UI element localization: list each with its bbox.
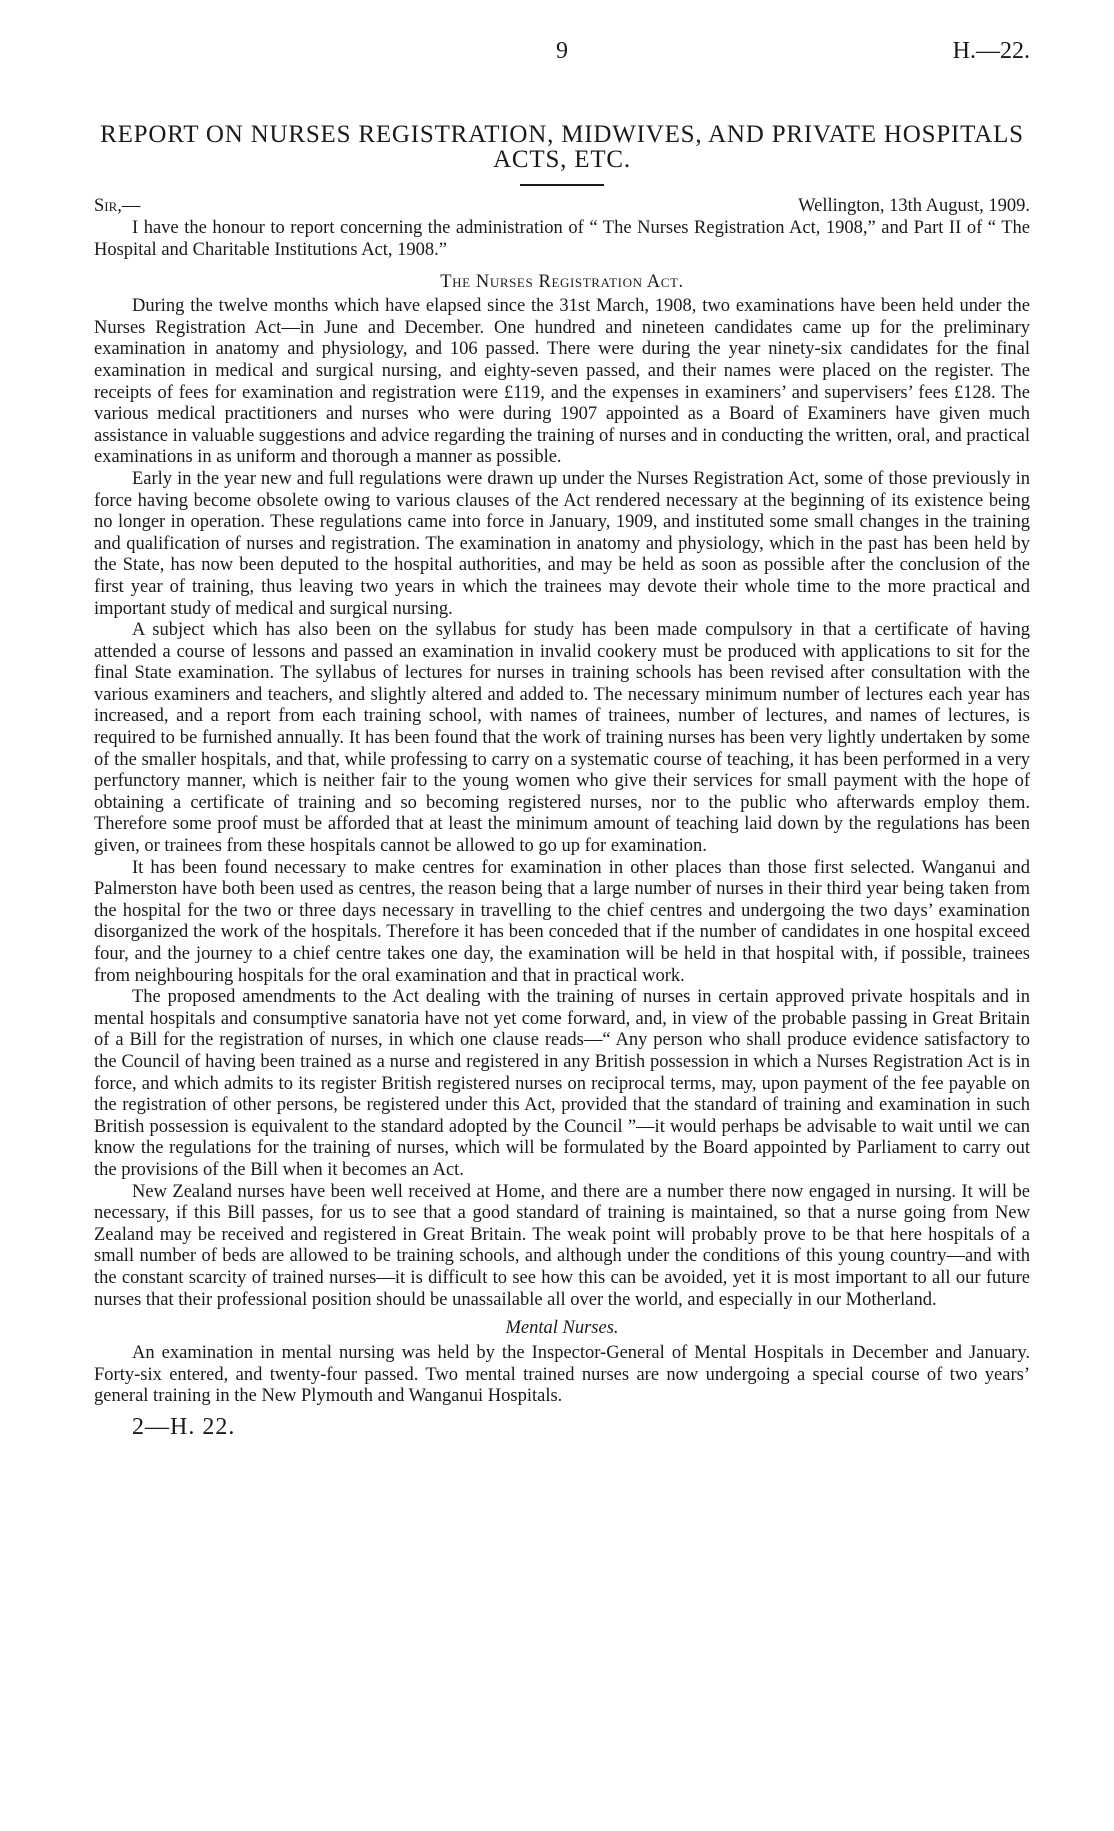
document-page [94,30,1030,1441]
paragraph-amendments: The proposed amendments to the Act dealing with the training of nurses in certain approved private hospitals and in mental hospitals and consumptive sanatoria have not yet come forward, and, in view of the probable passing in Great Britain of a Bill for the registration of nurses, in which one clause reads—“ Any person who shall produce evidence satisfactory to the Council of having been trained as a nurse and registered in any British possession in which a Nurses Registration Act is in force, and which admits to its register British registered nurses on reciprocal terms, may, upon payment of the fee payable on the registration of other persons, be registered under this Act, provided that the standard of training and examination in such British possession is equivalent to the standard adopted by the Council ”—it would perhaps be advisable to wait until we can know the regulations for the training of nurses, which will be formulated by the Board appointed by Parliament to carry out the provisions of the Bill when it becomes an Act. [94,987,1030,1180]
paragraph-regulations: Early in the year new and full regulations were drawn up under the Nurses Registration Act, some of those previously in force having become obsolete owing to various clauses of the Act rendered necessary at the beginning of its existence being no longer in operation. These regulations came into force in January, 1909, and instituted some small changes in the training and qualification of nurses and registration. The examination in anatomy and physiology, which in the past has been held by the State, has now been deputed to the hospital authorities, and may be held as soon as possible after the conclusion of the first year of training, thus leaving two years in which the trainees may devote their whole time to the more practical and important study of medical and surgical nursing. [94,468,1030,619]
section-heading-mental-nurses: Mental Nurses. [505,1318,619,1339]
page-header [94,30,1030,70]
intro-paragraph: I have the honour to report concerning the administration of “ The Nurses Registration Act, 1908,” and Part II of “ The Hospital and Charitable Institutions Act, 1908.” [94,218,1030,260]
paragraph-syllabus: A subject which has also been on the syllabus for study has been made compulsory in that a certificate of having attended a course of lessons and passed an examination in invalid cookery must be produced with applications to sit for the final State examination. The syllabus of lectures for nurses in training schools has been revised after consultation with the various examiners and teachers, and slightly altered and added to. The necessary minimum number of lectures each year has increased, and a report from each training school, with names of trainees, number of lectures, and names of lectures, is required to be furnished annually. It has been found that the work of training nurses has been very lightly undertaken by some of the smaller hospitals, and that, while professing to carry on a systematic course of teaching, it has been performed in a very perfunctory manner, which is neither fair to the young women who give their services for small payment with the hope of obtaining a certificate of training and so becoming registered nurses, nor to the public who afterwards employ them. Therefore some proof must be afforded that at least the minimum amount of teaching laid down by the regulations has been given, or trainees from these hospitals cannot be allowed to go up for examination. [94,620,1030,857]
paragraph-mental-nursing: An examination in mental nursing was held by the Inspector-General of Mental Hospitals in December and January. Forty-six entered, and twenty-four passed. Two mental trained nurses are now undergoing a special course of two years’ general training in the New Plymouth and Wanganui Hospitals. [94,1343,1030,1407]
dateline: Wellington, 13th August, 1909. [798,196,1030,216]
page-number: 9 [556,38,568,64]
signature-mark: 2—H. 22. [132,1413,236,1440]
paragraph-examinations: During the twelve months which have elapsed since the 31st March, 1908, two examinations have been held under the Nurses Registration Act—in June and December. One hundred and nineteen candidates came up for the preliminary examination in anatomy and physiology, and 106 passed. There were during the year ninety-six candidates for the final examination in medical and surgical nursing, and eighty-seven passed, and their names were placed on the register. The receipts of fees for examination and registration were £119, and the expenses in examiners’ and supervisers’ fees £128. The various medical practitioners and nurses who were during 1907 appointed as a Board of Examiners have given much assistance in valuable suggestions and advice regarding the training of nurses and in conducting the written, oral, and practical examinations in as uniform and thorough a manner as possible. [94,296,1031,468]
document-reference: H.—22. [952,38,1030,64]
report-title: REPORT ON NURSES REGISTRATION, MIDWIVES, AND PRIVATE HOSPITALS ACTS, ETC. [100,121,1024,173]
letter-meta [94,194,1030,218]
paragraph-home-nurses: New Zealand nurses have been well received at Home, and there are a number there now engaged in nursing. It will be necessary, if this Bill passes, for us to see that a good standard of training is maintained, so that a nurse going from New Zealand may be received and registered in Great Britain. The weak point will probably prove to be that here hospitals of a small number of beds are allowed to be training schools, and although under the conditions of this young country—and with the constant scarcity of trained nurses—it is difficult to see how this can be avoided, yet it is most important to all our future nurses that their professional position should be unassailable all over the world, and especially in our Motherland. [94,1181,1030,1310]
salutation: Sir,— [94,196,141,216]
section-heading-nurses-registration-act: The Nurses Registration Act. [440,272,684,293]
title-divider [520,184,604,186]
paragraph-centres: It has been found necessary to make centres for examination in other places than those first selected. Wanganui and Palmerston have both been used as centres, the reason being that a large number of nurses in their third year being taken from the hospital for the two or three days necessary in travelling to the chief centres and undergoing the two days’ examination disorganized the work of the hospitals. Therefore it has been conceded that if the number of candidates in one hospital exceed four, and the journey to a chief centre takes one day, the examination will be held in that hospital with, if possible, trainees from neighbouring hospitals for the oral examination and that in practical work. [94,857,1030,986]
